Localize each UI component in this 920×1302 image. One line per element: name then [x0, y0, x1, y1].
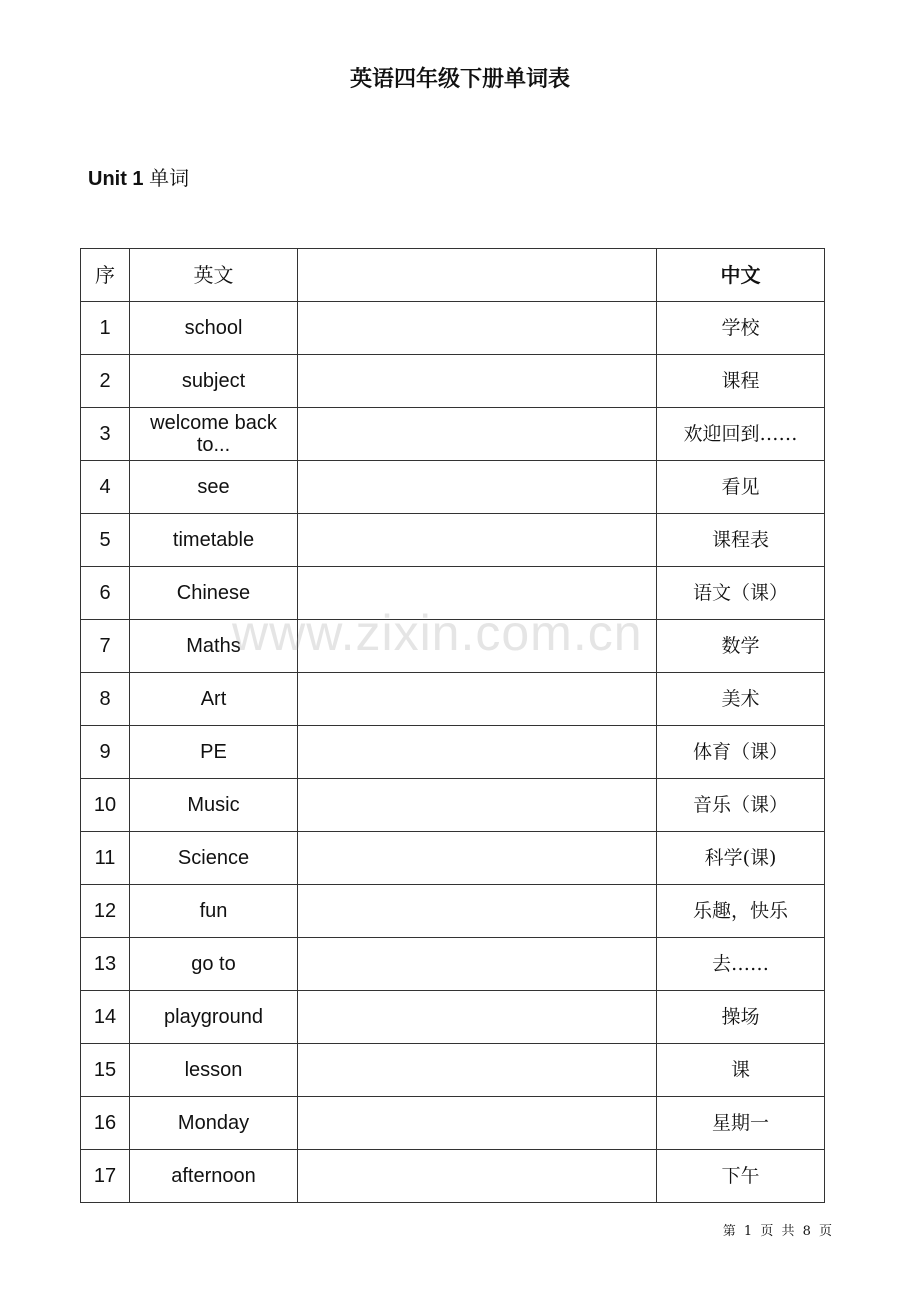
- row-chinese: 看见: [657, 461, 825, 514]
- row-blank: [298, 620, 657, 673]
- row-chinese: 课: [657, 1044, 825, 1097]
- row-blank: [298, 1044, 657, 1097]
- table-row: [81, 461, 825, 514]
- row-index: 13: [81, 938, 130, 991]
- table-row: [81, 1097, 825, 1150]
- row-chinese: 学校: [657, 302, 825, 355]
- unit-heading: [88, 162, 189, 191]
- row-chinese: 下午: [657, 1150, 825, 1203]
- row-chinese: 课程: [657, 355, 825, 408]
- row-index: 1: [81, 302, 130, 355]
- row-english: see: [130, 461, 298, 514]
- row-english: Chinese: [130, 567, 298, 620]
- row-chinese: 操场: [657, 991, 825, 1044]
- header-blank: [298, 249, 657, 302]
- table-row: [81, 408, 825, 461]
- table-row: [81, 567, 825, 620]
- row-blank: [298, 302, 657, 355]
- row-chinese: 美术: [657, 673, 825, 726]
- table-row: [81, 779, 825, 832]
- row-english: go to: [130, 938, 298, 991]
- row-english: Science: [130, 832, 298, 885]
- row-chinese: 音乐（课）: [657, 779, 825, 832]
- row-blank: [298, 885, 657, 938]
- row-blank: [298, 567, 657, 620]
- vocabulary-table: [80, 248, 825, 1203]
- row-chinese: 数学: [657, 620, 825, 673]
- row-index: 8: [81, 673, 130, 726]
- row-blank: [298, 673, 657, 726]
- table-row: [81, 938, 825, 991]
- row-index: 7: [81, 620, 130, 673]
- page-footer: 第 1 页 共 8 页: [722, 1224, 832, 1239]
- row-blank: [298, 1097, 657, 1150]
- row-blank: [298, 726, 657, 779]
- header-english: 英文: [130, 249, 298, 302]
- row-blank: [298, 779, 657, 832]
- table-row: [81, 885, 825, 938]
- row-chinese: 去……: [657, 938, 825, 991]
- unit-label: Unit 1: [88, 168, 144, 190]
- row-index: 3: [81, 408, 130, 461]
- unit-suffix: 单词: [149, 166, 190, 190]
- row-english: Art: [130, 673, 298, 726]
- row-english: school: [130, 302, 298, 355]
- row-index: 6: [81, 567, 130, 620]
- table-row: [81, 1044, 825, 1097]
- row-blank: [298, 1150, 657, 1203]
- row-index: 5: [81, 514, 130, 567]
- row-chinese: 科学(课): [657, 832, 825, 885]
- table-row: [81, 302, 825, 355]
- row-index: 14: [81, 991, 130, 1044]
- row-english: welcome back to...: [130, 408, 298, 461]
- row-chinese: 乐趣，快乐: [657, 885, 825, 938]
- table-row: [81, 620, 825, 673]
- table-header-row: [81, 249, 825, 302]
- row-index: 17: [81, 1150, 130, 1203]
- row-english: playground: [130, 991, 298, 1044]
- page-title: 英语四年级下册单词表: [349, 67, 570, 92]
- row-chinese: 课程表: [657, 514, 825, 567]
- row-index: 11: [81, 832, 130, 885]
- row-english: lesson: [130, 1044, 298, 1097]
- row-blank: [298, 991, 657, 1044]
- row-blank: [298, 408, 657, 461]
- table-row: [81, 726, 825, 779]
- table-row: [81, 1150, 825, 1203]
- row-index: 9: [81, 726, 130, 779]
- table-row: [81, 832, 825, 885]
- row-english: Monday: [130, 1097, 298, 1150]
- row-blank: [298, 461, 657, 514]
- row-blank: [298, 355, 657, 408]
- watermark: www.zixin.com.cn: [232, 605, 643, 661]
- row-index: 4: [81, 461, 130, 514]
- row-blank: [298, 938, 657, 991]
- row-index: 15: [81, 1044, 130, 1097]
- row-chinese: 体育（课）: [657, 726, 825, 779]
- table-row: [81, 991, 825, 1044]
- row-english: fun: [130, 885, 298, 938]
- table-row: [81, 673, 825, 726]
- row-english: afternoon: [130, 1150, 298, 1203]
- row-english: Music: [130, 779, 298, 832]
- row-chinese: 欢迎回到……: [657, 408, 825, 461]
- row-chinese: 星期一: [657, 1097, 825, 1150]
- table-row: [81, 355, 825, 408]
- row-chinese: 语文（课）: [657, 567, 825, 620]
- row-english: Maths: [130, 620, 298, 673]
- row-index: 12: [81, 885, 130, 938]
- row-blank: [298, 514, 657, 567]
- row-blank: [298, 832, 657, 885]
- row-english: subject: [130, 355, 298, 408]
- header-chinese: 中文: [657, 249, 825, 302]
- row-english: timetable: [130, 514, 298, 567]
- header-index: 序: [81, 249, 130, 302]
- row-index: 2: [81, 355, 130, 408]
- row-index: 16: [81, 1097, 130, 1150]
- table-row: [81, 514, 825, 567]
- row-english: PE: [130, 726, 298, 779]
- row-index: 10: [81, 779, 130, 832]
